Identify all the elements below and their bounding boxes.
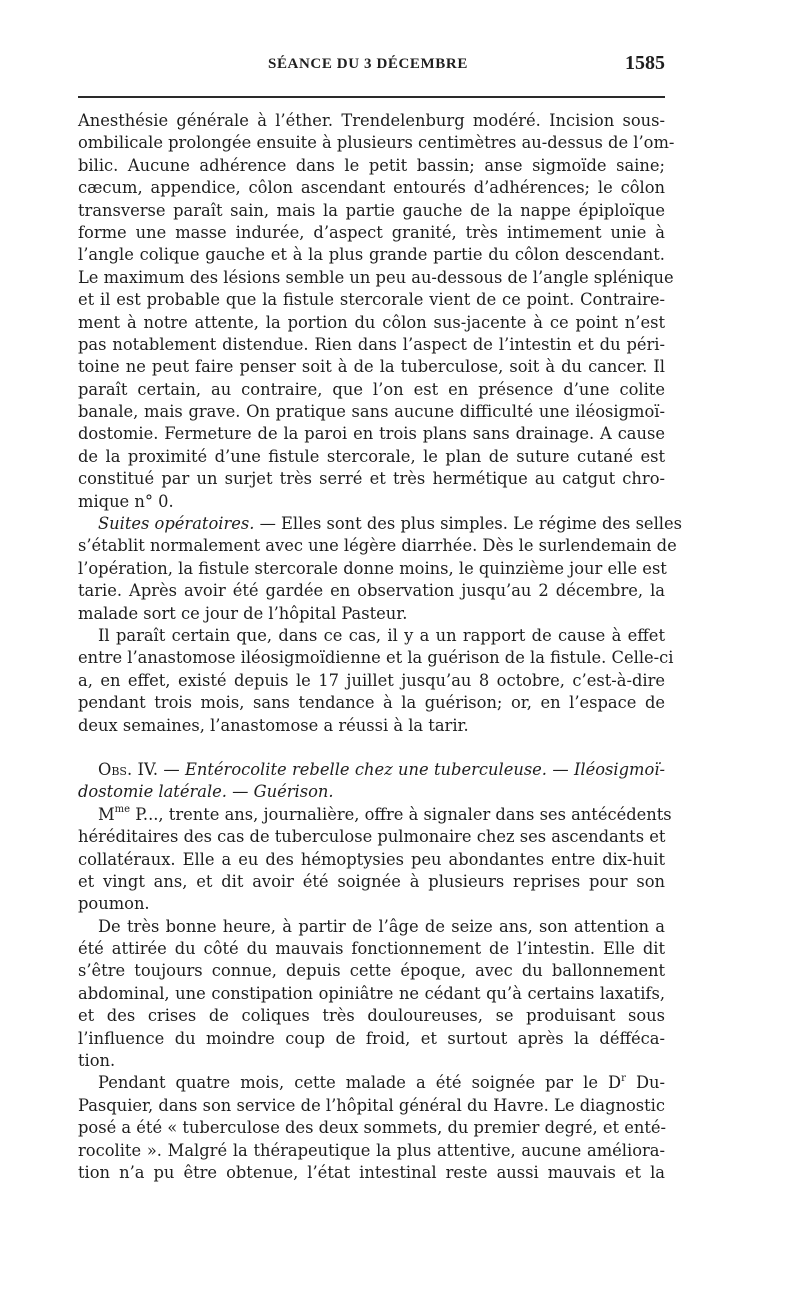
text-line: rocolite ». Malgré la thérapeutique la plus attentive, aucune améliora-	[78, 1140, 665, 1160]
text-line: pendant trois mois, sans tendance à la guérison; or, en l’espace de	[78, 693, 665, 713]
text-line: et vingt ans, et dit avoir été soignée à plusieurs reprises pour son	[78, 871, 665, 891]
text-line: transverse paraît sain, mais la partie gauche de la nappe épiploïque	[78, 200, 665, 220]
text-line: deux semaines, l’anastomose a réussi à la tarir.	[78, 715, 469, 735]
header-rule	[78, 96, 665, 98]
section-lead: Suites opératoires.	[98, 514, 255, 534]
text-line: entre l’anastomose iléosigmoïdienne et la guérison de la fistule. Celle-ci	[78, 648, 674, 668]
text-line: Pendant quatre mois, cette malade a été soignée par le $D^r$ Du-	[98, 1072, 665, 1093]
text-line: banale, mais grave. On pratique sans aucune difficulté une iléosigmoï-	[78, 402, 665, 422]
text-line: Le maximum des lésions semble un peu au-dessous de l’angle splénique	[78, 267, 674, 287]
paragraph-5	[78, 916, 665, 1073]
text-line: dostomie. Fermeture de la paroi en trois plans sans drainage. A cause	[78, 424, 665, 444]
text-line: mique n° 0.	[78, 491, 174, 511]
observation-label: Obs. IV.	[98, 759, 159, 779]
text-line: tion.	[78, 1051, 116, 1071]
text-line: tarie. Après avoir été gardée en observation jusqu’au 2 décembre, la	[78, 581, 665, 601]
text-line: collatéraux. Elle a eu des hémoptysies peu abondantes entre dix-huit	[78, 849, 665, 869]
text-line: a, en effet, existé depuis le 17 juillet jusqu’au 8 octobre, c’est-à-dire	[78, 670, 665, 690]
text-line: l’angle colique gauche et à la plus grande partie du côlon descendant.	[78, 245, 665, 265]
text-line: et des crises de coliques très douloureuses, se produisant sous	[78, 1006, 665, 1026]
text-line: héréditaires des cas de tuberculose pulmonaire chez ses ascendants et	[78, 827, 666, 847]
paragraph-6	[78, 1072, 665, 1184]
text-line: dostomie latérale. — Guérison.	[78, 782, 334, 802]
text-line: ombilicale prolongée ensuite à plusieurs centimètres au-dessus de l’om-	[78, 133, 675, 153]
text-line: de la proximité d’une fistule stercorale, le plan de suture cutané est	[78, 446, 665, 466]
text-line: $M^{me}$ P..., trente ans, journalière, offre à signaler dans ses antécédents	[98, 804, 672, 824]
text-line: forme une masse indurée, d’aspect granité, très intimement unie à	[78, 222, 665, 242]
text-line: constitué par un surjet très serré et très hermétique au catgut chro-	[78, 469, 665, 489]
text-line: Il paraît certain que, dans ce cas, il y a un rapport de cause à effet	[98, 625, 665, 645]
text-line: cæcum, appendice, côlon ascendant entourés d’adhérences; le côlon	[78, 178, 665, 198]
text-line: pas notablement distendue. Rien dans l’aspect de l’intestin et du péri-	[78, 334, 665, 354]
text-line: Obs. IV. — Entérocolite rebelle chez une tuberculeuse. — Iléosigmoï-	[98, 759, 665, 779]
text-line: poumon.	[78, 894, 150, 914]
paragraph-1	[78, 110, 675, 513]
text-line: Anesthésie générale à l’éther. Trendelenburg modéré. Incision sous-	[78, 111, 665, 130]
text-line: bilic. Aucune adhérence dans le petit bassin; anse sigmoïde saine;	[78, 155, 665, 175]
page-body	[78, 110, 682, 1184]
text-line: été attirée du côté du mauvais fonctionnement de l’intestin. Elle dit	[78, 939, 665, 959]
text-line: l’influence du moindre coup de froid, et surtout après la défféca-	[78, 1028, 665, 1048]
page-number: 1585	[625, 52, 665, 74]
paragraph-4	[78, 804, 672, 916]
paragraph-2	[78, 513, 682, 625]
text-line: De très bonne heure, à partir de l’âge de seize ans, son attention a	[98, 916, 665, 936]
text-line: Suites opératoires. — Elles sont des plus simples. Le régime des selles	[98, 514, 682, 534]
running-title: SÉANCE DU 3 DÉCEMBRE	[268, 56, 468, 72]
text-line: Pasquier, dans son service de l’hôpital général du Havre. Le diagnostic	[78, 1095, 665, 1115]
text-line: toine ne peut faire penser soit à de la tuberculose, soit à du cancer. Il	[78, 357, 665, 377]
text-line: s’être toujours connue, depuis cette époque, avec du ballonnement	[78, 961, 665, 981]
text-line: abdominal, une constipation opiniâtre ne cédant qu’à certains laxatifs,	[78, 983, 665, 1003]
text-line: et il est probable que la fistule stercorale vient de ce point. Contraire-	[78, 290, 665, 310]
text-line: malade sort ce jour de l’hôpital Pasteur.	[78, 603, 408, 623]
running-head	[78, 50, 665, 80]
text-line: paraît certain, au contraire, que l’on est en présence d’une colite	[78, 379, 665, 399]
text-line: ment à notre attente, la portion du côlon sus-jacente à ce point n’est	[78, 312, 665, 332]
paragraph-3	[78, 625, 674, 737]
paragraph-gap	[78, 737, 665, 759]
text-line: posé a été « tuberculose des deux sommets, du premier degré, et enté-	[78, 1118, 667, 1138]
text-line: s’établit normalement avec une légère diarrhée. Dès le surlendemain de	[78, 536, 677, 556]
text-line: l’opération, la fistule stercorale donne moins, le quinzième jour elle est	[78, 558, 667, 578]
text-line: tion n’a pu être obtenue, l’état intestinal reste aussi mauvais et la	[78, 1162, 665, 1182]
observation-heading	[78, 759, 665, 804]
